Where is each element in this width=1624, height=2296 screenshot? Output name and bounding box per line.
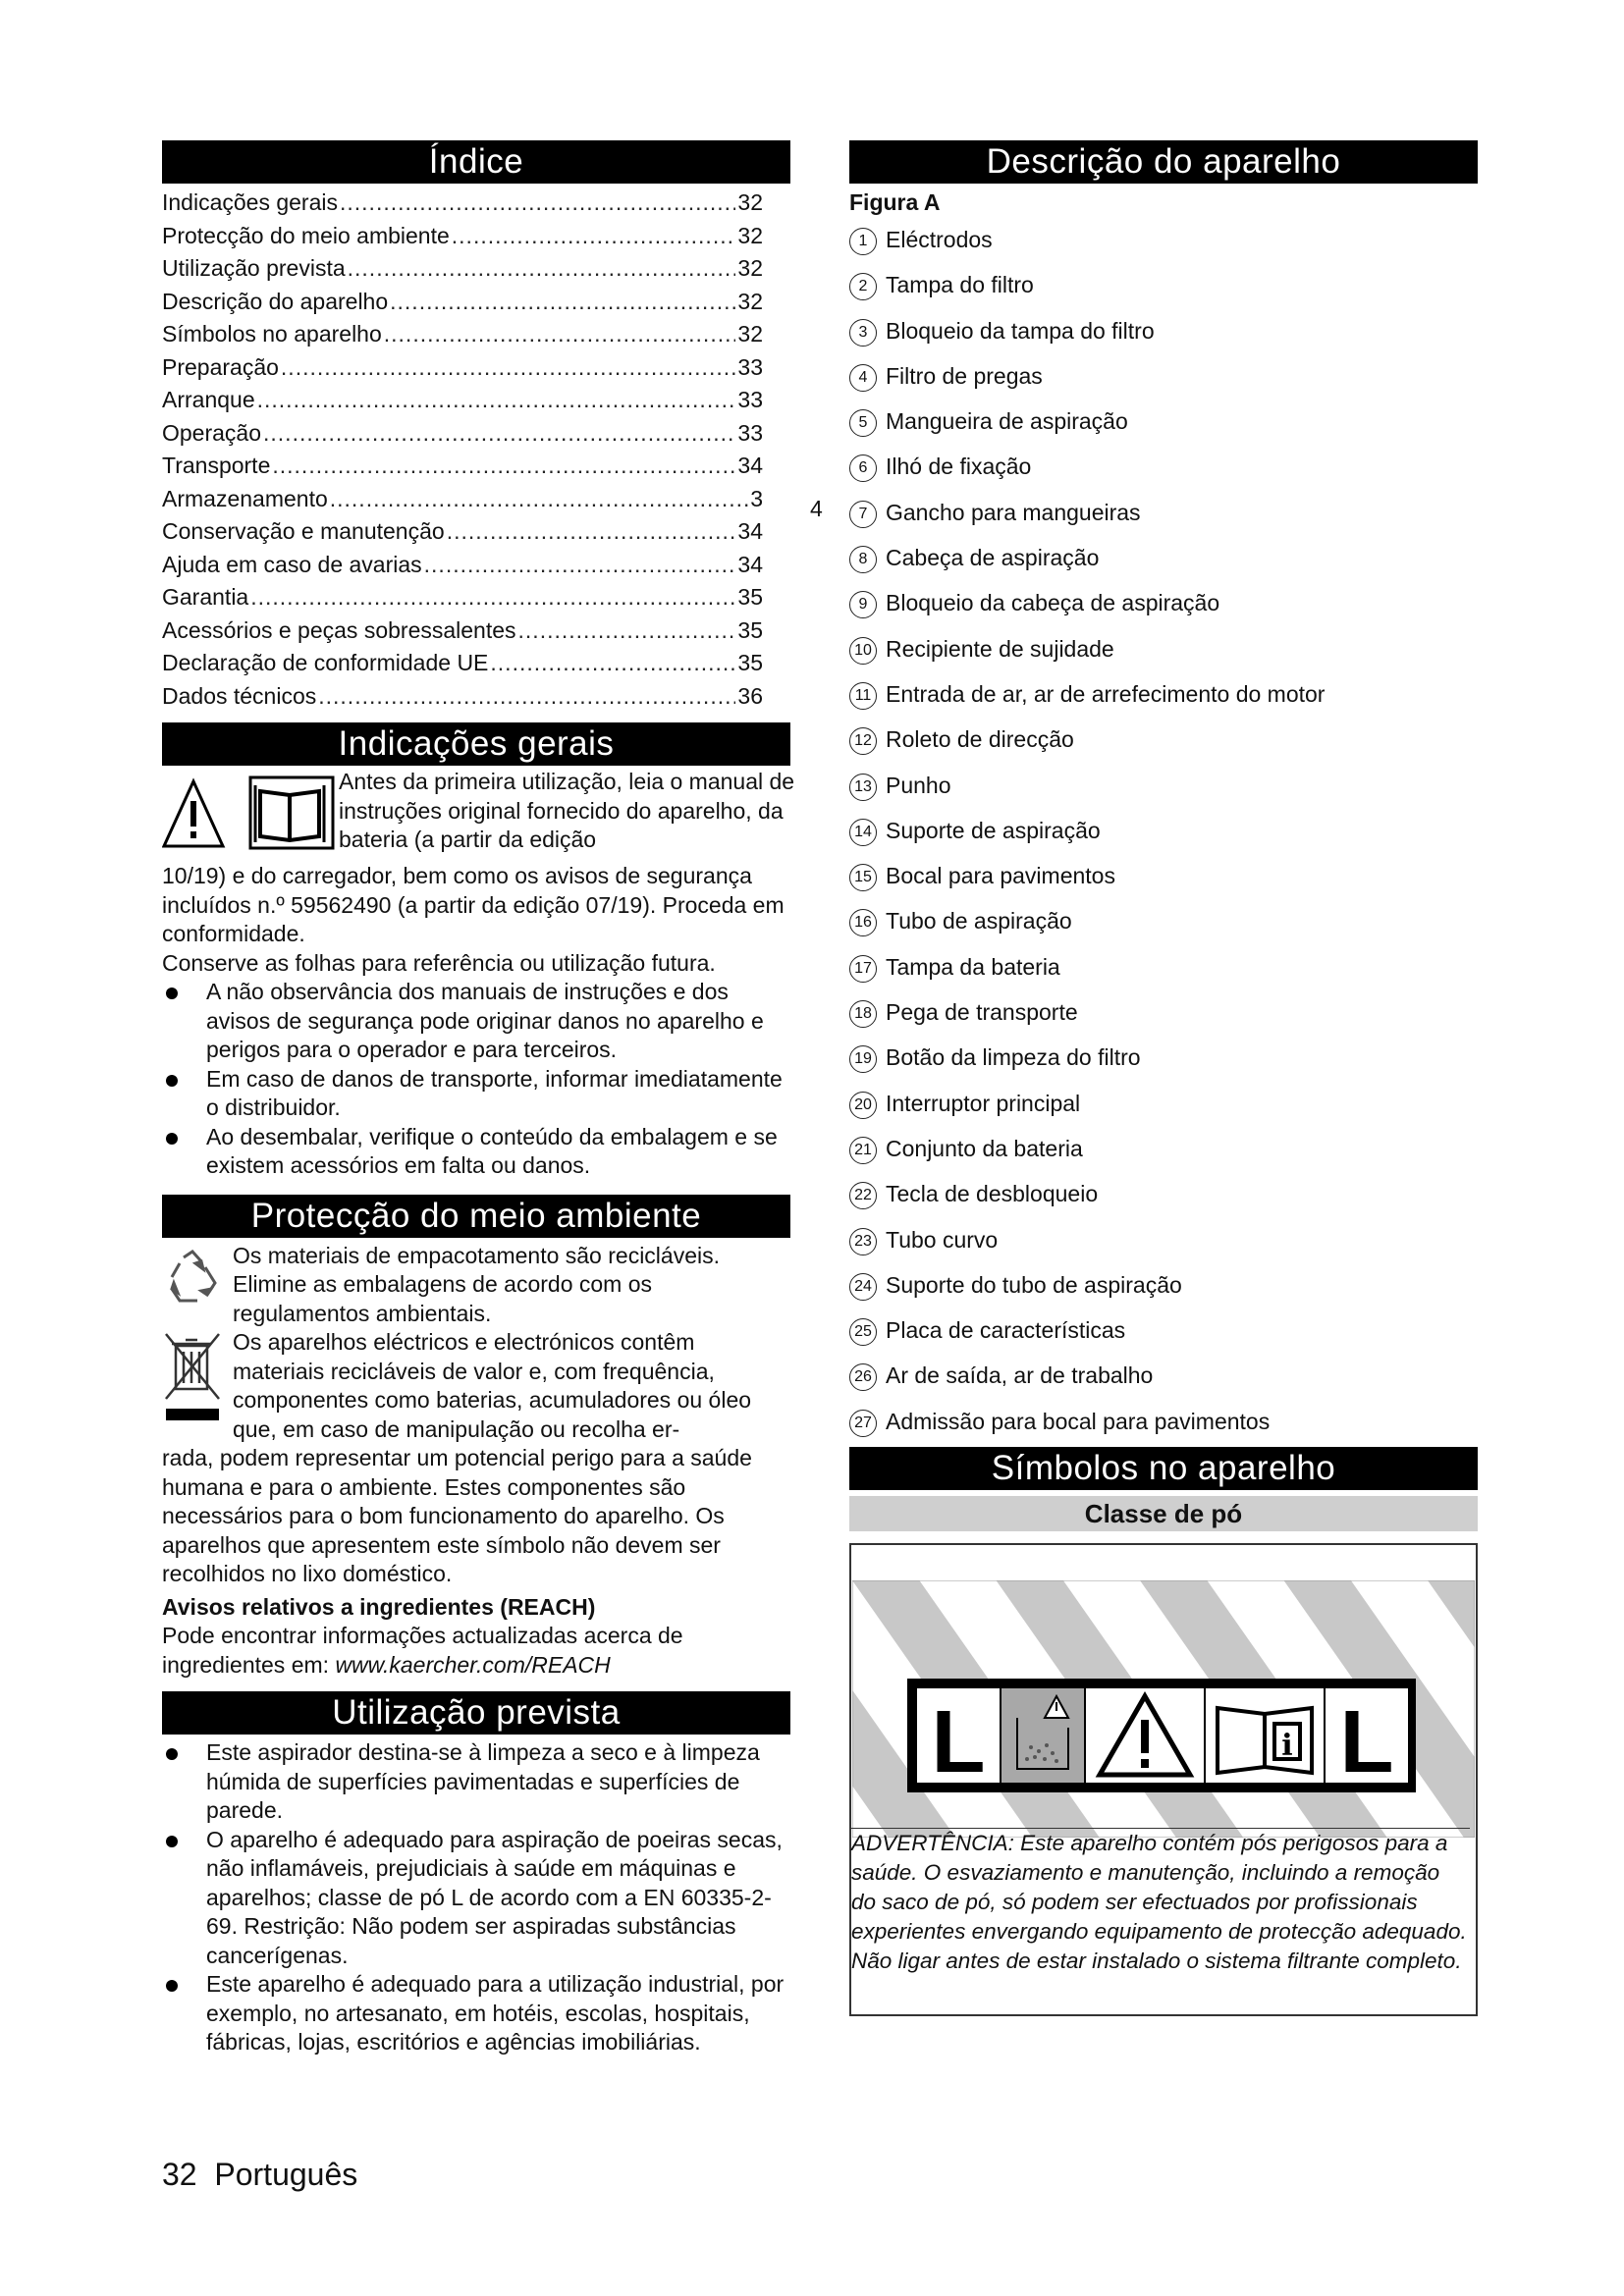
part-label: Suporte de aspiração [886, 817, 1101, 843]
part-number-circle: 19 [849, 1045, 877, 1073]
crossed-bin-icon [162, 1330, 223, 1435]
toc-entry-page: 32 [737, 288, 763, 314]
page-footer [162, 2155, 357, 2194]
reach-body: Pode encontrar informações actualizadas acerca de ingredientes em: [162, 1623, 683, 1678]
toc-entry-label: Indicações gerais [162, 189, 338, 215]
toc-entry-page: 32 [737, 255, 763, 281]
dust-class-letter-left: L [931, 1693, 986, 1792]
part-item [849, 587, 1478, 632]
part-label: Suporte do tubo de aspiração [886, 1271, 1182, 1298]
toc-entry[interactable] [162, 286, 763, 319]
part-label: Recipiente de sujidade [886, 635, 1114, 662]
part-label: Tampa do filtro [886, 272, 1034, 298]
toc-leader-dots [263, 417, 735, 451]
footer-language: Português [214, 2157, 358, 2192]
part-item [849, 951, 1478, 996]
recycling-icon [162, 1248, 223, 1315]
toc-entry-label: Ajuda em caso de avarias [162, 551, 422, 577]
toc-entry-label: Preparação [162, 353, 279, 380]
description-heading: Descrição do aparelho [849, 140, 1478, 184]
general-keep-note: Conserve as folhas para referência ou utilização futura. [162, 949, 716, 976]
general-bullet-list [162, 978, 790, 1181]
toc-leader-dots [318, 680, 735, 714]
part-item [849, 1041, 1478, 1087]
toc-entry-label: Símbolos no aparelho [162, 321, 382, 347]
part-number-circle: 15 [849, 864, 877, 891]
dust-warning-text: ADVERTÊNCIA: Este aparelho contém pós perigosos para a saúde. O esvaziamento e manutenção, incluindo a remoção do saco de pó, só podem ser efectuados por profissionais experientes envergando equipamento de protecção adequado. Não ligar antes de estar instalado o sistema filtrante completo. [851, 1828, 1470, 1976]
part-label: Tubo de aspiração [886, 908, 1072, 934]
part-label: Filtro de pregas [886, 362, 1043, 389]
toc-entry-page: 35 [737, 584, 763, 610]
toc-entry-label: Garantia [162, 584, 249, 610]
toc-entry-label: Acessórios e peças sobressalentes [162, 616, 516, 643]
toc-entry-page: 35 [737, 616, 763, 643]
part-item [849, 451, 1478, 496]
part-item [849, 1178, 1478, 1223]
toc-entry[interactable] [162, 220, 763, 253]
part-number-circle: 4 [849, 364, 877, 392]
part-number-circle: 8 [849, 546, 877, 573]
intended-use-bullet-list [162, 1738, 790, 2057]
weee-text-rest: rada, podem representar um potencial perigo para a saúde humana e para o ambiente. Estes componentes são necessários para o bom funcionamento do aparelho. Os aparelhos que apresentem este símbolo não devem ser recolhidos no lixo doméstico. [162, 1445, 752, 1586]
part-number-circle: 16 [849, 909, 877, 936]
dust-class-subheading: Classe de pó [849, 1496, 1478, 1531]
general-intro-block [162, 768, 795, 862]
toc-entry-label: Descrição do aparelho [162, 288, 389, 314]
part-item [849, 497, 1478, 542]
reach-link[interactable]: www.kaercher.com/REACH [335, 1651, 611, 1678]
part-item [849, 315, 1478, 360]
part-item [849, 1360, 1478, 1405]
toc-entry-label: Dados técnicos [162, 682, 317, 709]
toc-entry-label: Armazenamento [162, 485, 328, 511]
index-heading: Índice [162, 140, 790, 184]
toc-entry[interactable] [162, 318, 763, 351]
recycling-text: Os materiais de empacotamento são recicláveis. Elimine as embalagens de acordo com os regulamentos ambientais. [233, 1242, 720, 1326]
parts-list [849, 224, 1478, 1451]
toc-entry-label: Transporte [162, 453, 271, 478]
toc-entry[interactable] [162, 614, 763, 648]
part-number-circle: 17 [849, 955, 877, 983]
right-column [849, 140, 1478, 2016]
part-label: Tubo curvo [886, 1226, 999, 1253]
part-number-circle: 13 [849, 774, 877, 801]
toc-entry-label: Declaração de conformidade UE [162, 650, 489, 675]
part-item [849, 815, 1478, 860]
part-number-circle: 7 [849, 501, 877, 528]
toc-entry[interactable] [162, 483, 763, 516]
toc-entry[interactable] [162, 647, 763, 680]
part-number-circle: 22 [849, 1182, 877, 1209]
symbols-heading: Símbolos no aparelho [849, 1447, 1478, 1490]
reach-text [162, 1622, 790, 1680]
toc-leader-dots [272, 450, 735, 483]
toc-entry-label: Arranque [162, 387, 255, 412]
part-label: Bocal para pavimentos [886, 863, 1115, 889]
toc-entry[interactable] [162, 680, 763, 714]
part-number-circle: 14 [849, 819, 877, 846]
toc-leader-dots [518, 614, 736, 648]
left-column [162, 140, 823, 2057]
part-label: Eléctrodos [886, 227, 993, 252]
toc-entry[interactable] [162, 187, 763, 220]
bullet-item: Este aspirador destina-se à limpeza a seco e à limpeza húmida de superfícies pavimentadas e superfícies de parede. [162, 1738, 790, 1826]
part-number-circle: 1 [849, 228, 877, 255]
toc-entry[interactable] [162, 515, 763, 549]
toc-entry[interactable] [162, 384, 763, 417]
toc-leader-dots [330, 483, 748, 516]
bullet-item: Ao desembalar, verifique o conteúdo da embalagem e se existem acessórios em falta ou danos. [162, 1123, 790, 1181]
part-number-circle: 18 [849, 1000, 877, 1028]
toc-entry-page: 34 [737, 551, 763, 577]
toc-leader-dots [250, 581, 735, 614]
part-label: Tecla de desbloqueio [886, 1181, 1099, 1207]
toc-entry-label: Operação [162, 419, 262, 446]
part-number-circle: 20 [849, 1092, 877, 1119]
part-number-circle: 2 [849, 273, 877, 300]
part-item [849, 1314, 1478, 1360]
part-label: Interruptor principal [886, 1090, 1081, 1116]
toc-leader-dots [257, 384, 736, 417]
part-label: Bloqueio da cabeça de aspiração [886, 590, 1220, 616]
toc-entry-page: 32 [737, 321, 763, 347]
part-label: Cabeça de aspiração [886, 545, 1100, 571]
part-item [849, 1406, 1478, 1451]
footer-page-number: 32 [162, 2157, 197, 2192]
toc-entry-page: 34 [737, 518, 763, 544]
part-item [849, 860, 1478, 905]
part-label: Pega de transporte [886, 999, 1078, 1026]
toc-entry-page: 32 [737, 189, 763, 215]
toc-entry-page: 35 [737, 650, 763, 675]
toc-leader-dots [424, 549, 736, 582]
part-label: Punho [886, 772, 951, 798]
weee-text-first: Os aparelhos eléctricos e electrónicos contêm materiais recicláveis de valor e, com frequência, componentes como baterias, acumuladores ou óleo que, em caso de manipulação ou recolha er- [233, 1329, 752, 1442]
toc-entry[interactable] [162, 252, 763, 286]
toc-leader-dots [390, 286, 735, 319]
toc-leader-dots [348, 252, 736, 286]
bullet-item: Este aparelho é adequado para a utilização industrial, por exemplo, no artesanato, em hotéis, escolas, hospitais, fábricas, lojas, escritórios e agências imobiliárias. [162, 1970, 790, 2057]
part-item [849, 723, 1478, 769]
part-label: Botão da limpeza do filtro [886, 1044, 1141, 1071]
part-item [849, 1133, 1478, 1178]
part-item [849, 405, 1478, 451]
manual-book-icon [250, 777, 333, 848]
part-number-circle: 11 [849, 682, 877, 710]
part-label: Roleto de direcção [886, 726, 1074, 753]
toc-leader-dots [490, 647, 735, 680]
part-label: Ilhó de fixação [886, 454, 1032, 480]
warning-triangle-icon [164, 781, 223, 846]
part-number-circle: 26 [849, 1363, 877, 1391]
part-item [849, 224, 1478, 269]
toc-entry-page: 32 [737, 222, 763, 248]
part-label: Tampa da bateria [886, 953, 1060, 980]
part-label: Ar de saída, ar de trabalho [886, 1362, 1154, 1389]
part-item [849, 633, 1478, 678]
environment-heading: Protecção do meio ambiente [162, 1195, 790, 1238]
toc-leader-dots [447, 515, 736, 549]
general-heading: Indicações gerais [162, 722, 790, 766]
figure-label: Figura A [849, 189, 941, 215]
part-number-circle: 12 [849, 727, 877, 755]
part-number-circle: 23 [849, 1228, 877, 1255]
recycling-row [162, 1242, 790, 1329]
part-number-circle: 6 [849, 454, 877, 482]
toc-entry[interactable] [162, 417, 763, 451]
part-number-circle: 9 [849, 591, 877, 618]
svg-text:i: i [1281, 1729, 1293, 1764]
part-label: Bloqueio da tampa do filtro [886, 317, 1155, 344]
toc-entry-page: 3 [750, 485, 763, 511]
part-item [849, 1269, 1478, 1314]
dust-class-label [849, 1543, 1478, 2016]
part-label: Placa de características [886, 1317, 1126, 1344]
part-label: Mangueira de aspiração [886, 408, 1128, 435]
dust-class-graphic [852, 1580, 1475, 1838]
warning-manual-icons [162, 768, 339, 862]
part-item [849, 269, 1478, 314]
toc-leader-dots [340, 187, 735, 220]
part-item [849, 1088, 1478, 1133]
bullet-item: O aparelho é adequado para aspiração de poeiras secas, não inflamáveis, prejudiciais à saúde em máquinas e aparelhos; classe de pó L de acordo com a EN 60335-2-69. Restrição: Não podem ser aspiradas substâncias cancerígenas. [162, 1826, 790, 1971]
toc-entry[interactable] [162, 581, 763, 614]
part-label: Entrada de ar, ar de arrefecimento do motor [886, 680, 1326, 707]
toc-entry[interactable] [162, 351, 763, 385]
toc-entry-label: Conservação e manutenção [162, 518, 445, 544]
part-label: Gancho para mangueiras [886, 499, 1141, 525]
toc-leader-dots [452, 220, 736, 253]
bullet-item: A não observância dos manuais de instruções e dos avisos de segurança pode originar danos no aparelho e perigos para o operador e para terceiros. [162, 978, 790, 1065]
part-number-circle: 3 [849, 319, 877, 347]
part-number-circle: 27 [849, 1410, 877, 1437]
toc-entry[interactable] [162, 450, 763, 483]
part-item [849, 542, 1478, 587]
toc-leader-dots [281, 351, 735, 385]
part-number-circle: 5 [849, 409, 877, 437]
part-item [849, 360, 1478, 405]
toc-entry-page: 33 [737, 353, 763, 380]
reach-title: Avisos relativos a ingredientes (REACH) [162, 1593, 596, 1620]
toc-leader-dots [384, 318, 736, 351]
general-intro-first: Antes da primeira utilização, leia o manual de instruções original fornecido do aparelho, da bateria (a partir da edição [339, 769, 795, 852]
toc-entry-page: 33 [737, 387, 763, 412]
general-intro-rest: 10/19) e do carregador, bem como os avisos de segurança incluídos n.º 59562490 (a partir da edição 07/19). Proceda em conformidade. [162, 863, 785, 946]
toc-entry-page: 34 [737, 453, 763, 478]
weee-row [162, 1328, 790, 1444]
bullet-item: Em caso de danos de transporte, informar imediatamente o distribuidor. [162, 1065, 790, 1123]
part-number-circle: 25 [849, 1318, 877, 1346]
part-item [849, 905, 1478, 950]
dust-class-letter-right: L [1339, 1693, 1394, 1792]
part-item [849, 770, 1478, 815]
part-item [849, 678, 1478, 723]
stray-page-digit: 4 [810, 496, 823, 521]
part-number-circle: 10 [849, 637, 877, 665]
toc-entry[interactable] [162, 549, 763, 582]
table-of-contents [162, 187, 790, 713]
part-number-circle: 21 [849, 1137, 877, 1164]
part-item [849, 996, 1478, 1041]
part-item [849, 1224, 1478, 1269]
toc-entry-label: Protecção do meio ambiente [162, 222, 450, 248]
part-label: Conjunto da bateria [886, 1135, 1083, 1161]
intended-use-heading: Utilização prevista [162, 1691, 790, 1735]
part-label: Admissão para bocal para pavimentos [886, 1408, 1271, 1434]
toc-entry-page: 33 [737, 419, 763, 446]
toc-entry-label: Utilização prevista [162, 255, 346, 281]
toc-entry-page: 36 [737, 682, 763, 709]
part-number-circle: 24 [849, 1273, 877, 1301]
